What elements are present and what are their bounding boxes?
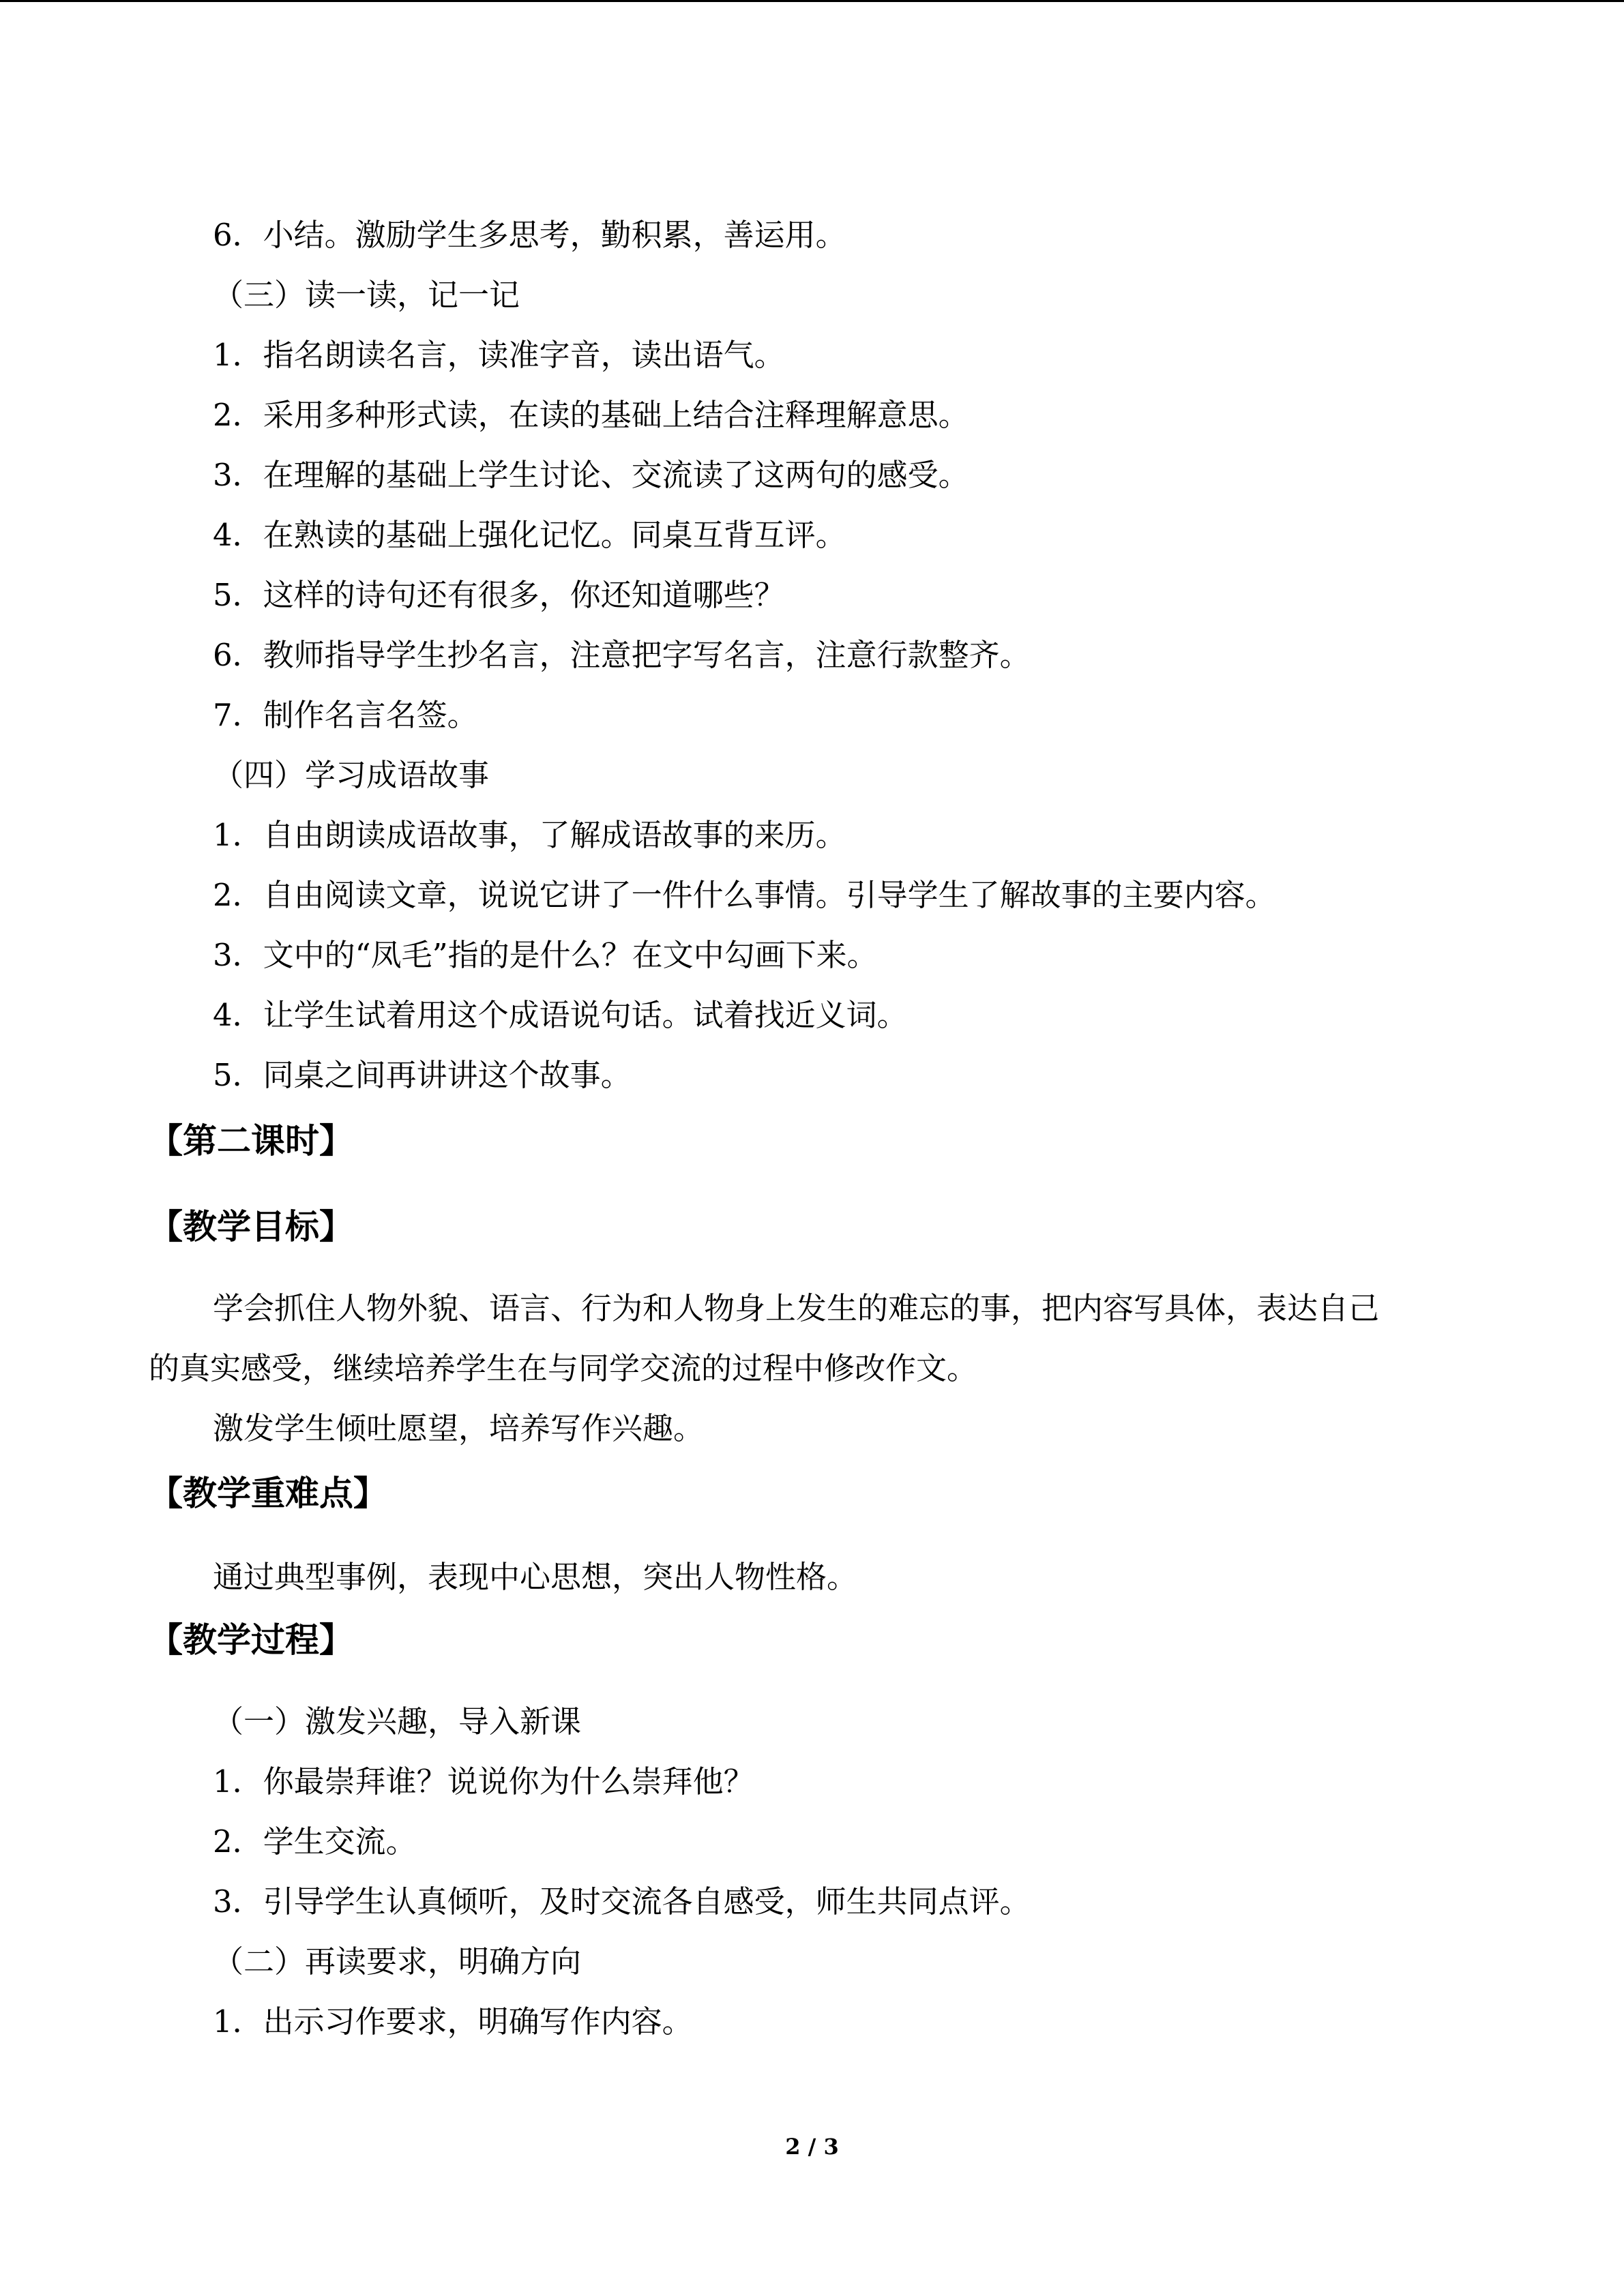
subsection-title: （四）学习成语故事 [213, 757, 490, 793]
subsection-title: （三）读一读，记一记 [213, 277, 520, 313]
heading-goals: 【教学目标】 [149, 1206, 353, 1247]
top-border-line [0, 0, 1624, 2]
text-line: 5．这样的诗句还有很多，你还知道哪些？ [213, 577, 785, 613]
text-line: 1．指名朗读名言，读准字音，读出语气。 [213, 337, 785, 373]
text-line: 3．引导学生认真倾听，及时交流各自感受，师生共同点评。 [213, 1883, 1031, 1920]
text-line: 2．采用多种形式读，在读的基础上结合注释理解意思。 [213, 397, 969, 433]
heading-process: 【教学过程】 [149, 1620, 353, 1660]
text-line: 6．教师指导学生抄名言，注意把字写名言，注意行款整齐。 [213, 637, 1031, 673]
key-points-paragraph: 通过典型事例，表现中心思想，突出人物性格。 [213, 1559, 858, 1595]
subsection-title: （一）激发兴趣，导入新课 [213, 1703, 582, 1740]
goals-paragraph-line: 学会抓住人物外貌、语言、行为和人物身上发生的难忘的事，把内容写具体，表达自己 [213, 1290, 1380, 1326]
text-line: 4．在熟读的基础上强化记忆。同桌互背互评。 [213, 517, 846, 553]
goals-paragraph-line: 的真实感受，继续培养学生在与同学交流的过程中修改作文。 [149, 1350, 978, 1386]
heading-key-points: 【教学重难点】 [149, 1473, 387, 1513]
text-line: 5．同桌之间再讲讲这个故事。 [213, 1057, 632, 1093]
text-line: 3．在理解的基础上学生讨论、交流读了这两句的感受。 [213, 457, 969, 493]
text-line: 2．学生交流。 [213, 1823, 417, 1860]
text-line: 6．小结。激励学生多思考，勤积累，善运用。 [213, 217, 846, 253]
subsection-title: （二）再读要求，明确方向 [213, 1943, 582, 1980]
text-line: 1．出示习作要求，明确写作内容。 [213, 2003, 693, 2040]
heading-lesson: 【第二课时】 [149, 1120, 353, 1161]
text-line: 2．自由阅读文章，说说它讲了一件什么事情。引导学生了解故事的主要内容。 [213, 877, 1276, 913]
page-number: 2 / 3 [785, 2134, 839, 2160]
goals-paragraph: 激发学生倾吐愿望，培养写作兴趣。 [213, 1410, 705, 1446]
text-line: 1．自由朗读成语故事，了解成语故事的来历。 [213, 817, 846, 853]
text-line: 4．让学生试着用这个成语说句话。试着找近义词。 [213, 997, 908, 1033]
text-line: 7．制作名言名签。 [213, 697, 478, 733]
text-line: 1．你最崇拜谁？说说你为什么崇拜他？ [213, 1763, 754, 1800]
text-line: 3．文中的“凤毛”指的是什么？在文中勾画下来。 [213, 937, 878, 973]
